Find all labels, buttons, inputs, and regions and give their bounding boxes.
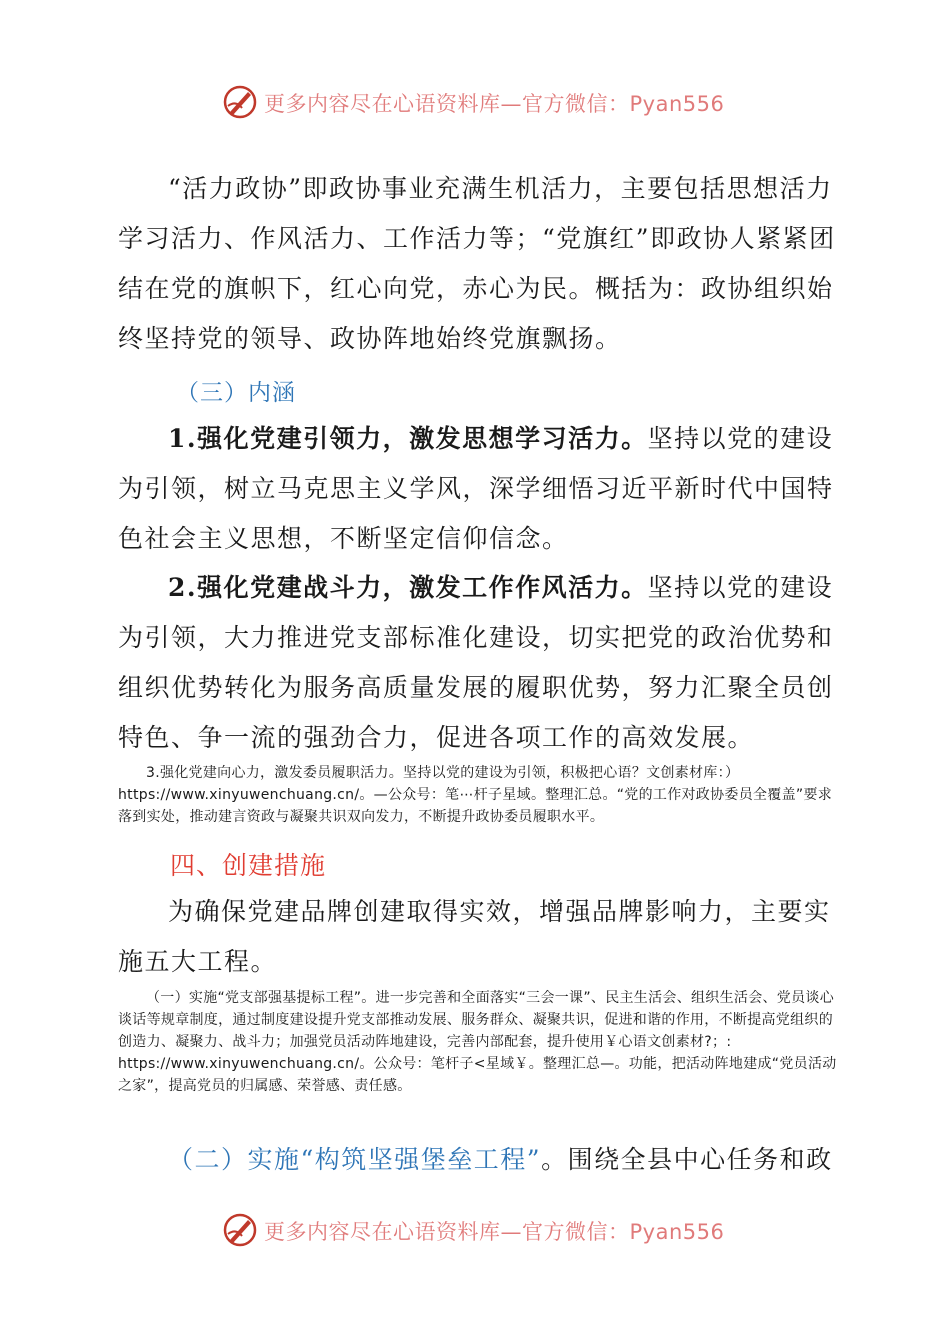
section-4-title: 四、创建措施 [170,851,327,880]
header-text: 更多内容尽在心语资料库—官方微信：Pyan556 [264,92,725,116]
section-3-title: （三）内涵 [176,380,296,406]
item-2-heading: 2.强化党建战斗力，激发工作作风活力。 [168,573,648,602]
intro-paragraph: “活力政协”即政协事业充满生机活力，主要包括思想活力学习活力、作风活力、工作活力等；“党旗红”即政协人紧紧团结在党的旗帜下，红心向党，赤心为民。概括为：政协组织始终坚持党的领导、政协阵地始终党旗飘扬。 [118,174,836,353]
measure-2-text: 。围绕全县中心任务和政 [541,1145,833,1174]
measures-intro: 为确保党建品牌创建取得实效，增强品牌影响力，主要实施五大工程。 [118,897,831,976]
item-2 [118,563,838,763]
pen-logo-icon [222,1212,258,1248]
item-1-heading: 1.强化党建引领力，激发思想学习活力。 [168,424,648,453]
measure-2 [118,1135,838,1185]
item-3: 3.强化党建向心力，激发委员履职活力。坚持以党的建设为引领，积极把心语？文创素材库：）https://www.xinyuwenchuang.cn/。—公众号：笔⋯杆子星域。整理汇总。“党的工作对政协委员全覆盖”要求落到实处，推动建言资政与凝聚共识双向发力，不断提升政协委员履职水平。 [118,765,833,825]
footer-text: 更多内容尽在心语资料库—官方微信：Pyan556 [264,1220,725,1244]
measure-1: （一）实施“党支部强基提标工程”。进一步完善和全面落实“三会一课”、民主生活会、组织生活会、党员谈心谈话等规章制度，通过制度建设提升党支部推动发展、服务群众、凝聚共识，促进和谐的作用，不断提高党组织的创造力、凝聚力、战斗力；加强党员活动阵地建设，完善内部配套，提升使用￥心语文创素材?；: https://www.xinyuwenchuang.cn/。公众号：笔杆子<星域￥。整理汇总—。功能，把活动阵地建成“党员活动之家”，提高党员的归属感、荣誉感、责任感。 [118,990,837,1094]
header-watermark [0,82,950,122]
measure-2-title: （二）实施“构筑坚强堡垒工程” [168,1145,542,1174]
item-1-text: 坚持以党的建设为引领，树立马克思主义学风，深学细悟习近平新时代中国特色社会主义思想，不断坚定信仰信念。 [118,424,834,553]
item-1 [118,414,838,564]
footer-watermark [0,1210,950,1250]
item-2-text: 坚持以党的建设为引领，大力推进党支部标准化建设，切实把党的政治优势和组织优势转化为服务高质量发展的履职优势，努力汇聚全员创特色、争一流的强劲合力，促进各项工作的高效发展。 [118,573,834,752]
pen-logo-icon [222,84,258,120]
